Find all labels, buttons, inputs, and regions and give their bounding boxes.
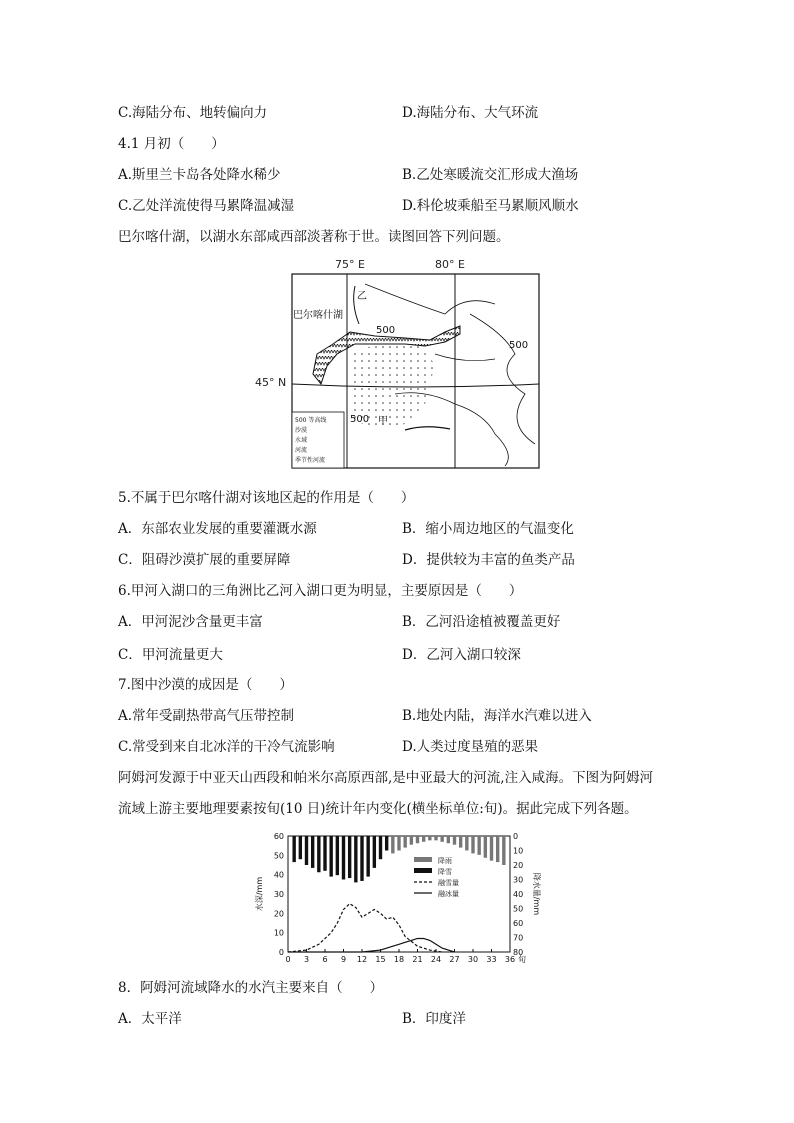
map-lon-75: 75° E	[335, 258, 365, 271]
x-tick-label: 21	[412, 955, 423, 964]
bar-snow	[360, 836, 363, 881]
label-500-east: 500	[509, 340, 529, 351]
q8-stem: 8．阿姆河流域降水的水汽主要来自（ ）	[118, 980, 384, 996]
label-yi: 乙	[357, 291, 367, 302]
bar-snow	[342, 836, 345, 880]
y-right-tick-label: 20	[513, 861, 524, 870]
plot-frame	[288, 836, 510, 952]
bar-snow	[366, 836, 369, 877]
q8-option-a: A．太平洋	[118, 1011, 182, 1027]
bar-rain	[490, 836, 493, 861]
bar-rain	[465, 836, 468, 851]
x-tick-label: 9	[340, 955, 347, 964]
y-right-tick-label: 60	[513, 919, 524, 928]
x-tick-label: 36	[504, 955, 516, 964]
bar-rain	[422, 836, 425, 842]
x-tick-label: 24	[430, 955, 442, 964]
y-right-tick-label: 50	[513, 904, 524, 914]
bar-snow	[299, 836, 302, 859]
map-lat-45: 45° N	[255, 376, 287, 389]
x-tick-label: 30	[467, 955, 479, 964]
q5-option-c: C．阻碍沙漠扩展的重要屏障	[118, 552, 291, 568]
q7-stem: 7.图中沙漠的成因是（ ）	[118, 677, 293, 693]
q6-stem: 6.甲河入湖口的三角洲比乙河入湖口更为明显，主要原因是（ ）	[118, 583, 523, 599]
q4-option-c: C.乙处洋流使得马累降温减湿	[118, 198, 295, 214]
y-right-tick-label: 0	[513, 832, 519, 841]
q3-option-d: D.海陆分布、大气环流	[402, 105, 539, 121]
y-left-tick-label: 20	[273, 909, 284, 919]
y-left-axis-label: 水深/mm	[255, 876, 264, 912]
bar-rain	[440, 836, 443, 842]
y-left-tick-label: 0	[278, 948, 284, 957]
bar-snow	[385, 836, 388, 851]
q6-option-c: C．甲河流量更大	[118, 647, 223, 663]
bar-rain	[502, 836, 505, 865]
q6-option-b: B．乙河沿途植被覆盖更好	[402, 614, 561, 630]
legend-desert: 沙漠	[295, 427, 308, 434]
q7-option-c: C.常受到来自北冰洋的干冷气流影响	[118, 739, 335, 755]
bar-snow	[323, 836, 326, 871]
bar-snow	[379, 836, 382, 859]
amu-chart	[250, 828, 540, 970]
y-left-tick-label: 50	[273, 851, 284, 861]
y-left-tick-label: 10	[273, 928, 284, 938]
balkhash-map	[255, 254, 545, 474]
bar-rain	[391, 836, 394, 853]
legend-label: 降雨	[438, 857, 452, 865]
q4-option-b: B.乙处寒暖流交汇形成大渔场	[402, 167, 579, 183]
q4-option-a: A.斯里兰卡岛各处降水稀少	[118, 167, 281, 183]
q7-option-b: B.地处内陆，海洋水汽难以进入	[402, 708, 592, 724]
map-lon-80: 80° E	[435, 258, 465, 271]
q4-option-d: D.科伦坡乘船至马累顺风顺水	[402, 198, 579, 214]
bar-snow	[305, 836, 308, 865]
q5-option-d: D．提供较为丰富的鱼类产品	[402, 552, 575, 568]
legend-water: 水域	[295, 437, 308, 444]
bar-rain	[447, 836, 450, 843]
label-jia: 甲	[378, 416, 388, 427]
legend-seasonal-river: 季节性河流	[295, 457, 326, 464]
contour-north	[365, 284, 495, 314]
x-tick-label: 3	[303, 955, 310, 964]
bar-rain	[416, 836, 419, 843]
bar-rain	[477, 836, 480, 855]
river-east	[435, 354, 495, 361]
bar-rain	[471, 836, 474, 853]
q8-option-b: B．印度洋	[402, 1011, 466, 1027]
x-tick-label: 0	[285, 955, 291, 964]
legend-swatch	[414, 868, 432, 873]
label-lake: 巴尔喀什湖	[293, 310, 343, 321]
bar-rain	[428, 836, 431, 840]
q4-stem: 4.1 月初（ ）	[118, 136, 225, 152]
y-right-tick-label: 70	[513, 933, 524, 943]
q7-option-d: D.人类过度垦殖的恶果	[402, 739, 539, 755]
bar-snow	[329, 836, 332, 877]
x-tick-label: 18	[393, 955, 405, 964]
label-500-south: 500	[350, 414, 370, 425]
legend-label: 融雪量	[438, 879, 459, 887]
legend-label: 降雪	[438, 868, 452, 876]
river-jia	[405, 427, 450, 430]
q6-option-d: D．乙河入湖口较深	[402, 647, 521, 663]
bar-snow	[373, 836, 376, 868]
y-right-tick-label: 10	[513, 846, 524, 856]
bar-snow	[348, 836, 351, 878]
legend-contour: 500 等高线	[295, 417, 327, 424]
intro-amu-line1: 阿姆河发源于中亚天山西段和帕米尔高原西部,是中亚最大的河流,注入咸海。下图为阿姆河	[118, 770, 654, 786]
legend-swatch	[414, 857, 432, 862]
x-axis-label: 旬	[518, 955, 526, 964]
bar-rain	[484, 836, 487, 858]
bar-snow	[311, 836, 314, 868]
y-right-axis-label: 降水量/mm	[532, 872, 541, 916]
line-snowmelt	[288, 904, 442, 952]
x-tick-label: 6	[322, 955, 328, 964]
bar-rain	[397, 836, 400, 851]
y-right-tick-label: 30	[513, 875, 524, 885]
legend-label: 融冰量	[438, 890, 459, 898]
bar-snow	[354, 836, 357, 882]
q6-option-a: A．甲河泥沙含量更丰富	[118, 614, 263, 630]
q5-stem: 5.不属于巴尔喀什湖对该地区起的作用是（ ）	[118, 490, 415, 506]
bar-rain	[410, 836, 413, 845]
contour-east	[470, 314, 535, 444]
x-tick-label: 27	[449, 955, 460, 964]
bar-snow	[336, 836, 339, 875]
q3-option-c: C.海陆分布、地转偏向力	[118, 105, 268, 121]
y-right-tick-label: 40	[513, 890, 524, 899]
q5-option-a: A．东部农业发展的重要灌溉水源	[118, 521, 317, 537]
intro-balkhash: 巴尔喀什湖，以湖水东部咸西部淡著称于世。读图回答下列问题。	[118, 229, 510, 245]
bar-snow	[292, 836, 295, 862]
x-tick-label: 15	[375, 955, 386, 964]
intro-amu-line2: 流域上游主要地理要素按旬(10 日)统计年内变化(横坐标单位:旬)。据此完成下列各题。	[118, 801, 638, 817]
y-right-tick-label: 80	[513, 948, 524, 957]
bar-snow	[317, 836, 320, 872]
y-left-tick-label: 60	[273, 832, 284, 841]
y-left-tick-label: 40	[273, 870, 284, 880]
q5-option-b: B．缩小周边地区的气温变化	[402, 521, 574, 537]
bar-rain	[434, 836, 437, 840]
x-tick-label: 33	[486, 955, 497, 964]
legend-river: 河流	[295, 447, 308, 454]
x-tick-label: 12	[356, 955, 368, 964]
y-left-tick-label: 30	[273, 890, 284, 899]
bar-rain	[496, 836, 499, 862]
label-500-north: 500	[376, 325, 396, 336]
q7-option-a: A.常年受副热带高气压带控制	[118, 708, 295, 724]
bar-rain	[459, 836, 462, 848]
bar-rain	[403, 836, 406, 848]
bar-rain	[453, 836, 456, 845]
